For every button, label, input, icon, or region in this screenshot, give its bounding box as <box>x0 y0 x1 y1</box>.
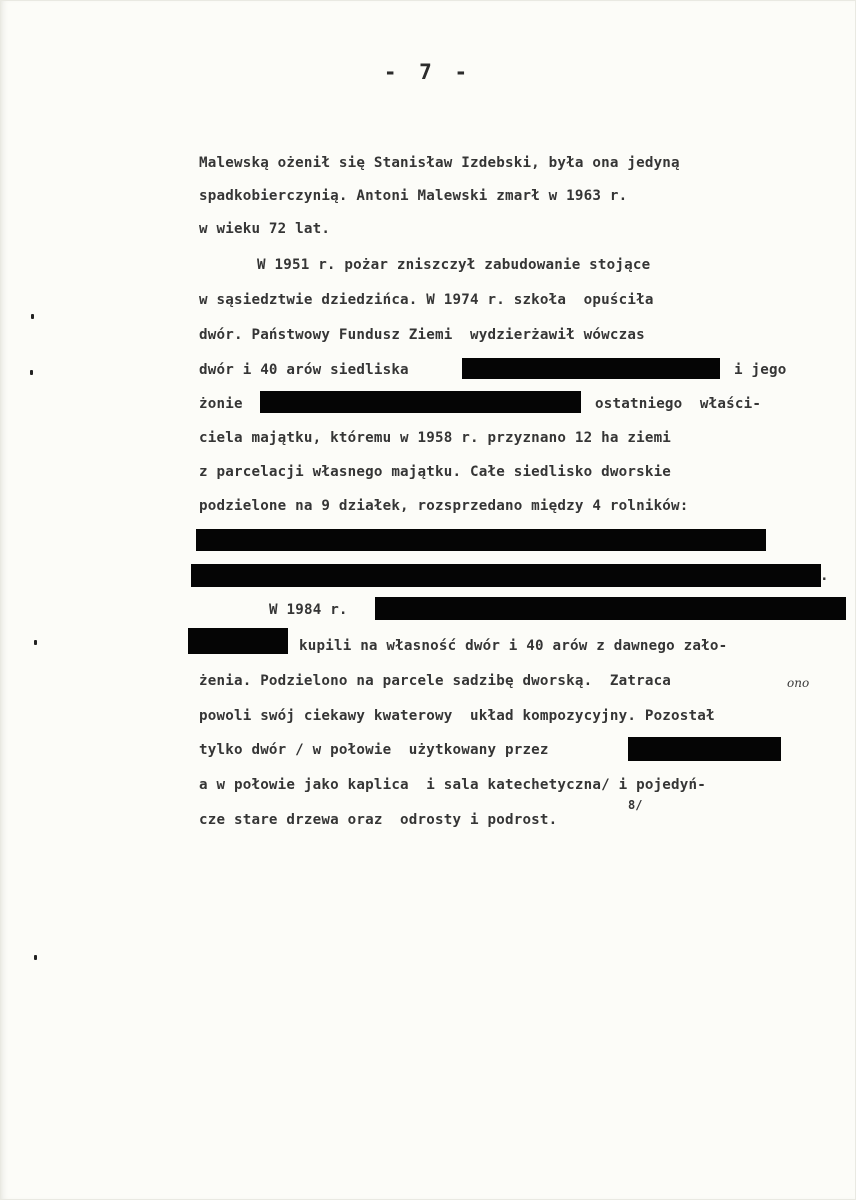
redaction-bar <box>462 358 720 379</box>
redaction-bar <box>375 597 846 620</box>
text-line: spadkobierczynią. Antoni Malewski zmarł w 1963 r. <box>199 188 628 204</box>
text-line: ostatniego właści- <box>595 396 762 412</box>
text-line: Malewską ożenił się Stanisław Izdebski, była ona jedyną <box>199 155 680 171</box>
text-line: cze stare drzewa oraz odrosty i podrost. <box>199 812 558 828</box>
footnote-reference: 8/ <box>628 798 643 812</box>
text-line: W 1984 r. <box>269 602 348 618</box>
redaction-bar <box>196 529 766 551</box>
punch-mark <box>31 314 34 319</box>
punch-mark <box>34 640 37 645</box>
page-number: - 7 - <box>383 60 473 84</box>
redaction-bar <box>188 628 288 654</box>
text-line: dwór i 40 arów siedliska <box>199 362 409 378</box>
text-line: żonie <box>199 396 243 412</box>
text-line: z parcelacji własnego majątku. Całe siedlisko dworskie <box>199 464 672 480</box>
punch-mark <box>30 370 33 375</box>
text-line: W 1951 r. pożar zniszczył zabudowanie stojące <box>257 257 651 273</box>
redaction-bar <box>191 564 821 587</box>
text-line: dwór. Państwowy Fundusz Ziemi wydzierżawił wówczas <box>199 327 645 343</box>
text-line: w sąsiedztwie dziedzińca. W 1974 r. szkoła opuściła <box>199 292 654 308</box>
text-line: żenia. Podzielono na parcele sadzibę dworską. Zatraca <box>199 673 672 689</box>
text-line: kupili na własność dwór i 40 arów z dawnego zało- <box>299 638 728 654</box>
punch-mark <box>34 955 37 960</box>
text-line: a w połowie jako kaplica i sala katechetyczna/ i pojedyń- <box>199 777 707 793</box>
text-line: ciela majątku, któremu w 1958 r. przyznano 12 ha ziemi <box>199 430 672 446</box>
text-line: powoli swój ciekawy kwaterowy układ kompozycyjny. Pozostał <box>199 708 715 724</box>
text-line: tylko dwór / w połowie użytkowany przez <box>199 742 549 758</box>
text-line: w wieku 72 lat. <box>199 221 331 237</box>
handwritten-note: ono <box>787 676 810 690</box>
text-line: . <box>820 568 829 584</box>
text-line: i jego <box>734 362 787 378</box>
text-line: podzielone na 9 działek, rozsprzedano między 4 rolników: <box>199 498 689 514</box>
redaction-bar <box>628 737 781 761</box>
redaction-bar <box>260 391 581 413</box>
